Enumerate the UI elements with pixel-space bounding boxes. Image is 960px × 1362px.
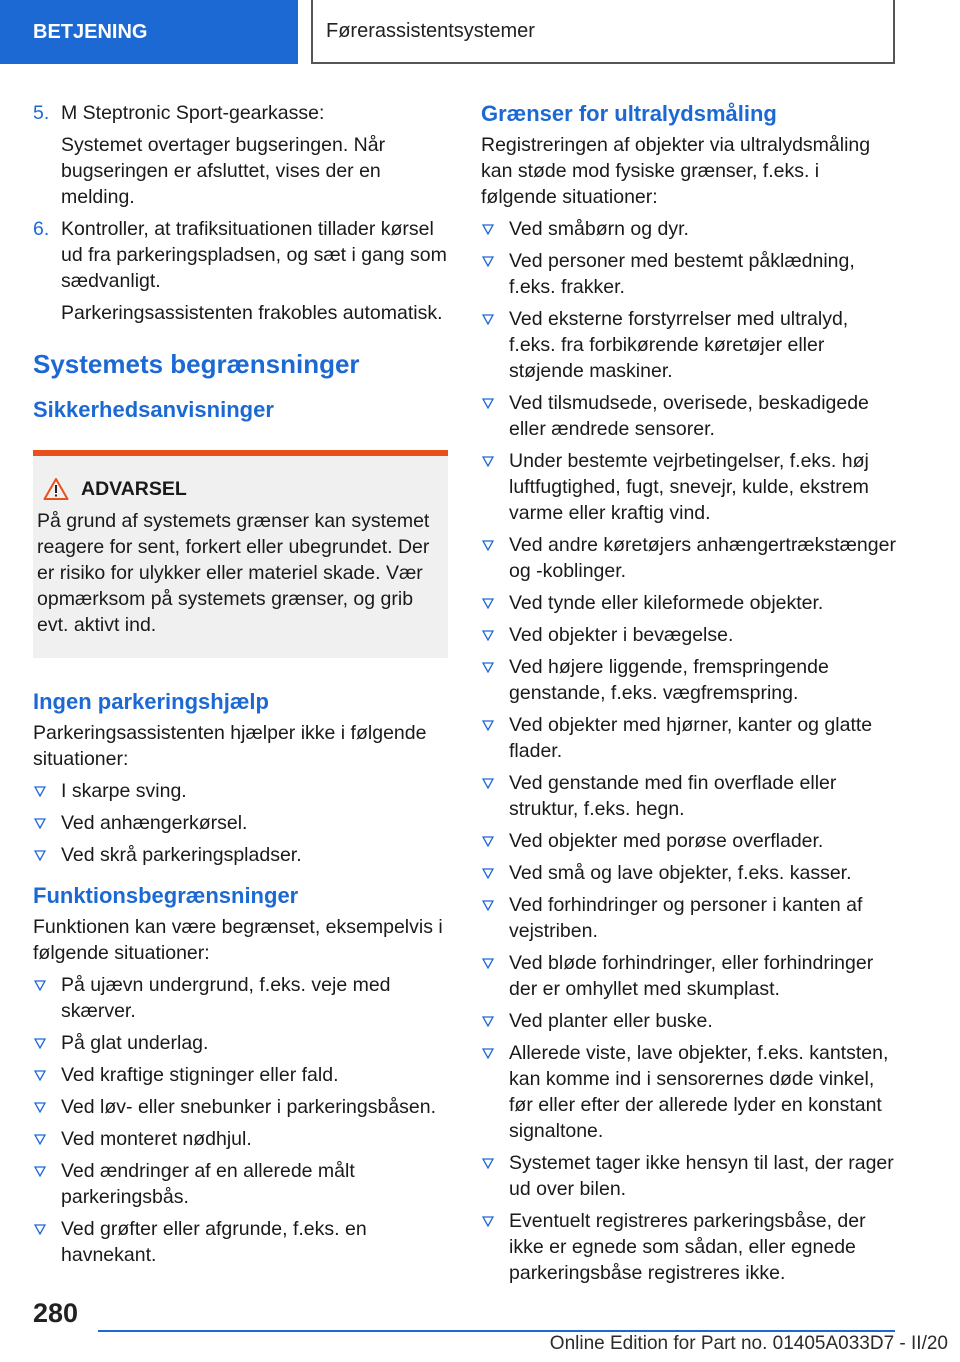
- list-item: [481, 770, 896, 822]
- right-column: [481, 100, 896, 1300]
- list-item: [481, 1208, 896, 1286]
- triangle-bullet-icon: [482, 662, 494, 673]
- list-item-text: Ved bløde forhindringer, eller forhindringer der er omhyllet med skumplast.: [509, 952, 874, 1000]
- list-item-text: Systemet tager ikke hensyn til last, der rager ud over bilen.: [509, 1152, 894, 1200]
- list-item-text: Ved kraftige stigninger eller fald.: [61, 1064, 339, 1086]
- triangle-bullet-icon: [482, 1216, 494, 1227]
- list-item: [33, 1126, 448, 1152]
- list-item-text: Ved ændringer af en allerede målt parkeringsbås.: [61, 1160, 355, 1208]
- list-item-text: Eventuelt registreres parkeringsbåse, der ikke er egnede som sådan, eller egnede parkeringsbåse registreres ikke.: [509, 1210, 866, 1284]
- list-item: [33, 1094, 448, 1120]
- list-item: [481, 448, 896, 526]
- list-item-text: Ved monteret nødhjul.: [61, 1128, 252, 1150]
- list-item: [481, 216, 896, 242]
- list-item: [481, 654, 896, 706]
- list-item-text: Ved tilsmudsede, overisede, beskadigede eller ændrede sensorer.: [509, 392, 869, 440]
- step-text: Parkeringsassistenten frakobles automatisk.: [61, 302, 443, 324]
- no-help-list: [33, 778, 448, 868]
- list-item-text: Ved personer med bestemt påklædning, f.eks. frakker.: [509, 250, 855, 298]
- triangle-bullet-icon: [482, 224, 494, 235]
- list-item-text: Ved skrå parkeringspladser.: [61, 844, 302, 866]
- list-item-text: Ved grøfter eller afgrunde, f.eks. en havnekant.: [61, 1218, 367, 1266]
- list-item: [33, 1216, 448, 1268]
- triangle-bullet-icon: [482, 398, 494, 409]
- list-item: [481, 590, 896, 616]
- warning-header: [35, 476, 432, 502]
- triangle-bullet-icon: [34, 1224, 46, 1235]
- list-item: [481, 828, 896, 854]
- list-item-text: Ved objekter med porøse overflader.: [509, 830, 824, 852]
- warning-box: [33, 450, 448, 658]
- warning-triangle-icon: [43, 477, 69, 501]
- triangle-bullet-icon: [34, 818, 46, 829]
- list-item-text: Ved løv- eller snebunker i parkeringsbåsen.: [61, 1096, 437, 1118]
- list-item-text: Ved objekter med hjørner, kanter og glatte flader.: [509, 714, 873, 762]
- list-item: [481, 622, 896, 648]
- list-item: [481, 248, 896, 300]
- list-item: [481, 1008, 896, 1034]
- list-item: [481, 860, 896, 886]
- list-item-text: Ved anhængerkørsel.: [61, 812, 248, 834]
- triangle-bullet-icon: [482, 456, 494, 467]
- list-item: [33, 972, 448, 1024]
- list-item: [481, 1150, 896, 1202]
- list-item: [481, 306, 896, 384]
- func-limits-heading: Funktionsbegrænsninger: [33, 883, 299, 908]
- list-item: [33, 778, 448, 804]
- list-item: [33, 1062, 448, 1088]
- list-item: [481, 390, 896, 442]
- step-text: Kontroller, at trafiksituationen tillader kørsel ud fra parkeringspladsen, og sæt i gang som sædvanligt.: [61, 218, 447, 292]
- triangle-bullet-icon: [482, 256, 494, 267]
- left-column: [33, 100, 448, 1282]
- page-number: 280: [33, 1298, 79, 1328]
- step-6: [33, 216, 448, 326]
- step-5: [33, 100, 448, 210]
- triangle-bullet-icon: [482, 836, 494, 847]
- triangle-bullet-icon: [482, 900, 494, 911]
- ultrasound-limits-list: [481, 216, 896, 1286]
- triangle-bullet-icon: [482, 1158, 494, 1169]
- triangle-bullet-icon: [34, 850, 46, 861]
- triangle-bullet-icon: [482, 540, 494, 551]
- chapter-title: Førerassistentsystemer: [311, 0, 895, 64]
- list-item: [481, 892, 896, 944]
- step-text: Systemet overtager bugseringen. Når bugseringen er afsluttet, vises der en melding.: [61, 134, 386, 208]
- list-item-text: Ved forhindringer og personer i kanten af vejstriben.: [509, 894, 863, 942]
- list-item-text: Ved planter eller buske.: [509, 1010, 713, 1032]
- list-item: [481, 950, 896, 1002]
- triangle-bullet-icon: [482, 958, 494, 969]
- list-item: [33, 842, 448, 868]
- triangle-bullet-icon: [482, 868, 494, 879]
- triangle-bullet-icon: [34, 1102, 46, 1113]
- warning-title: ADVARSEL: [81, 478, 187, 500]
- step-text: M Steptronic Sport-gearkasse:: [61, 102, 325, 124]
- triangle-bullet-icon: [482, 778, 494, 789]
- triangle-bullet-icon: [34, 1134, 46, 1145]
- list-item-text: Ved genstande med fin overflade eller struktur, f.eks. hegn.: [509, 772, 837, 820]
- triangle-bullet-icon: [482, 314, 494, 325]
- func-limits-intro: Funktionen kan være begrænset, eksempelvis i følgende situationer:: [33, 916, 443, 964]
- footer-divider: [98, 1330, 895, 1332]
- no-help-heading: Ingen parkeringshjælp: [33, 689, 269, 714]
- triangle-bullet-icon: [482, 1016, 494, 1027]
- section-heading: Systemets begrænsninger: [33, 349, 360, 379]
- list-item: [33, 1030, 448, 1056]
- list-item: [481, 712, 896, 764]
- list-item-text: Allerede viste, lave objekter, f.eks. kantsten, kan komme ind i sensorernes døde vinkel, før eller efter der allerede lyder en konstant signaltone.: [509, 1042, 889, 1142]
- list-item: [33, 810, 448, 836]
- ultrasound-limits-intro: Registreringen af objekter via ultralydsmåling kan støde mod fysiske grænser, f.eks. i følgende situationer:: [481, 134, 871, 208]
- list-item-text: På ujævn undergrund, f.eks. veje med skærver.: [61, 974, 391, 1022]
- triangle-bullet-icon: [34, 980, 46, 991]
- list-item: [33, 1158, 448, 1210]
- list-item-text: Ved småbørn og dyr.: [509, 218, 689, 240]
- list-item-text: Ved andre køretøjers anhængertrækstænger og -koblinger.: [509, 534, 896, 582]
- triangle-bullet-icon: [482, 720, 494, 731]
- step-number: 6.: [33, 218, 50, 240]
- warning-text: På grund af systemets grænser kan systemet reagere for sent, forkert eller ubegrundet. Der er risiko for ulykker eller materiel skade. Vær opmærksom på systemets grænser, og grib evt. aktivt ind.: [37, 510, 430, 636]
- triangle-bullet-icon: [34, 1038, 46, 1049]
- footer-edition: Online Edition for Part no. 01405A033D7 - II/20: [549, 1333, 948, 1354]
- section-tab: BETJENING: [0, 0, 298, 64]
- triangle-bullet-icon: [34, 1166, 46, 1177]
- list-item-text: Under bestemte vejrbetingelser, f.eks. høj luftfugtighed, fugt, snevejr, kulde, ekstrem varme eller kraftig vind.: [509, 450, 869, 524]
- triangle-bullet-icon: [34, 786, 46, 797]
- subsection-heading: Sikkerhedsanvisninger: [33, 397, 274, 422]
- triangle-bullet-icon: [482, 630, 494, 641]
- step-number: 5.: [33, 102, 50, 124]
- ultrasound-limits-heading: Grænser for ultralydsmåling: [481, 101, 777, 126]
- step-list: [33, 100, 448, 326]
- list-item: [481, 1040, 896, 1144]
- no-help-intro: Parkeringsassistenten hjælper ikke i følgende situationer:: [33, 722, 427, 770]
- triangle-bullet-icon: [482, 1048, 494, 1059]
- list-item-text: På glat underlag.: [61, 1032, 209, 1054]
- func-limits-list: [33, 972, 448, 1268]
- triangle-bullet-icon: [482, 598, 494, 609]
- triangle-bullet-icon: [34, 1070, 46, 1081]
- list-item-text: Ved små og lave objekter, f.eks. kasser.: [509, 862, 852, 884]
- list-item-text: Ved objekter i bevægelse.: [509, 624, 734, 646]
- list-item: [481, 532, 896, 584]
- list-item-text: Ved eksterne forstyrrelser med ultralyd, f.eks. fra forbikørende køretøjer eller støjende maskiner.: [509, 308, 849, 382]
- list-item-text: Ved højere liggende, fremspringende genstande, f.eks. vægfremspring.: [509, 656, 829, 704]
- list-item-text: I skarpe sving.: [61, 780, 187, 802]
- list-item-text: Ved tynde eller kileformede objekter.: [509, 592, 824, 614]
